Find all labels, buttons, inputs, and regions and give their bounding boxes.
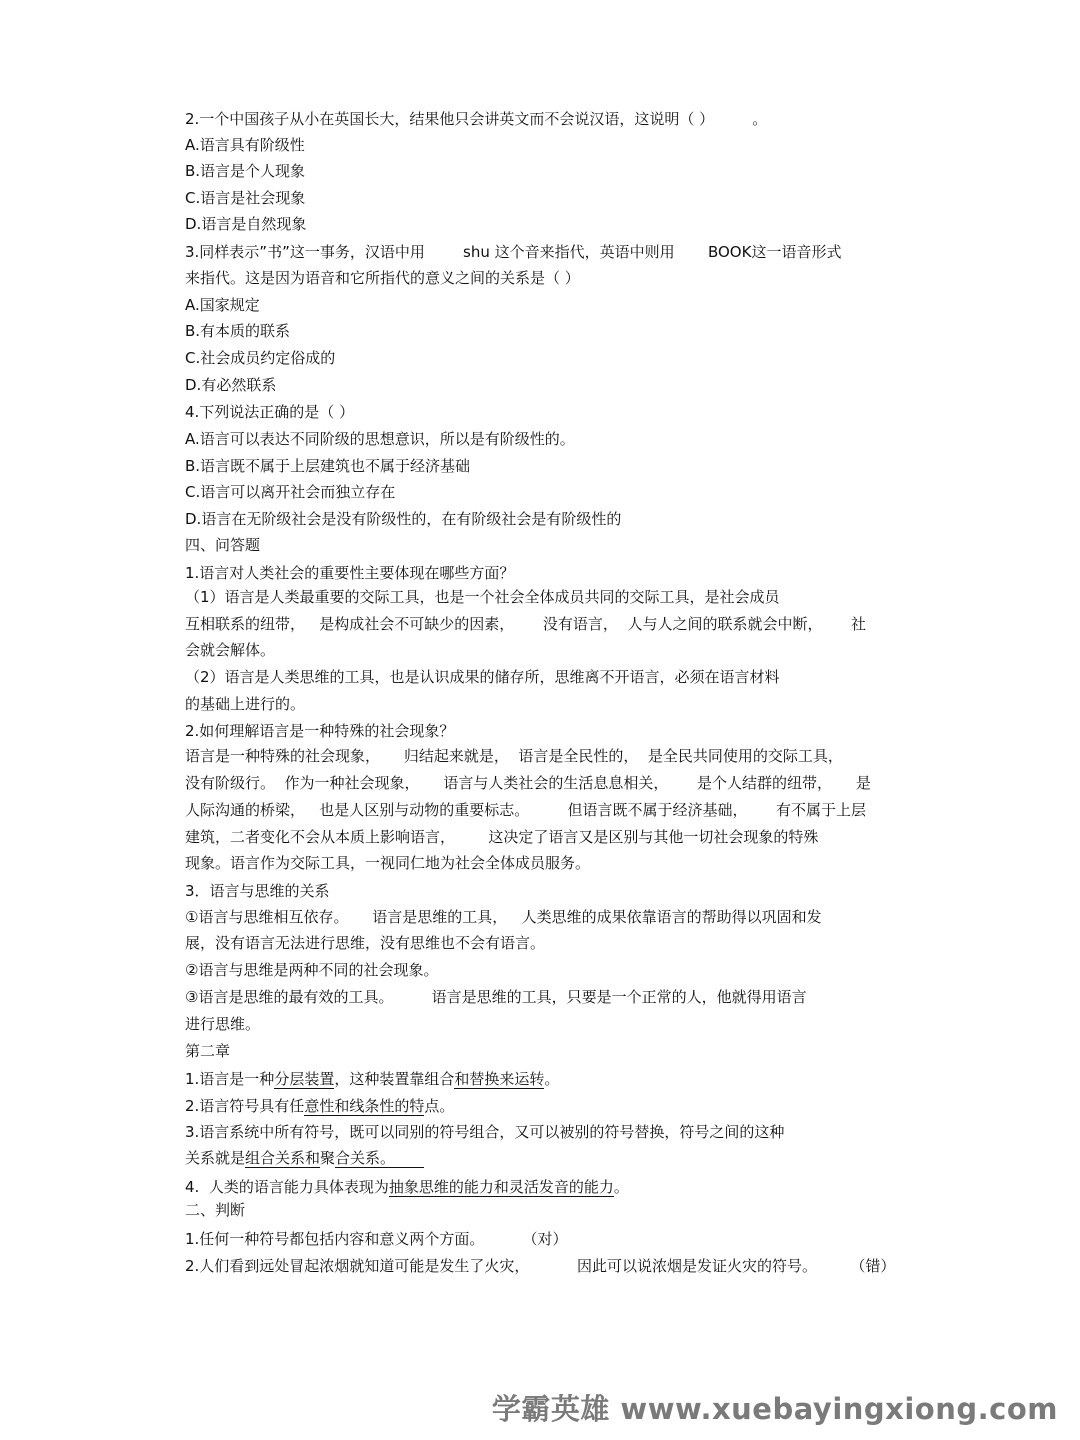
- answer-line: 展，没有语言无法进行思维，没有思维也不会有语言。: [185, 934, 546, 952]
- answer-line: ②语言与思维是两种不同的社会现象。: [185, 961, 439, 979]
- judge-item-2: 2.人们看到远处冒起浓烟就知道可能是发生了火灾， 因此可以说浓烟是发证火灾的符号。 （错）: [185, 1257, 896, 1275]
- answer-line: 现象。语言作为交际工具，一视同仁地为社会全体成员服务。: [185, 854, 591, 872]
- fill-item-2: [185, 1096, 454, 1116]
- question-3-cont: 来指代。这是因为语音和它所指代的意义之间的关系是（ ）: [185, 269, 580, 287]
- answer-line: 语言是一种特殊的社会现象， 归结起来就是， 语言是全民性的， 是全民共同使用的交际工具，: [185, 747, 843, 765]
- fill-answer: 合关系。: [335, 1149, 424, 1167]
- fill-item-3-cont: [185, 1148, 424, 1168]
- answer-line: 没有阶级行。 作为一种社会现象， 语言与人类社会的生活息息相关， 是个人结群的纽带， 是: [185, 774, 871, 792]
- fill-text: 4. 人类的语言能力具体表现为: [185, 1178, 389, 1196]
- essay-question-1: 1.语言对人类社会的重要性主要体现在哪些方面？: [185, 564, 515, 582]
- option-a: A.国家规定: [185, 296, 260, 314]
- answer-line: 人际沟通的桥梁， 也是人区别与动物的重要标志。 但语言既不属于经济基础， 有不属于上层: [185, 801, 867, 819]
- fill-item-4: [185, 1177, 629, 1197]
- answer-line: 进行思维。: [185, 1015, 261, 1033]
- answer-line: （2）语言是人类思维的工具，也是认识成果的储存所，思维离不开语言，必须在语言材料: [185, 668, 780, 686]
- answer-line: ①语言与思维相互依存。 语言是思维的工具， 人类思维的成果依靠语言的帮助得以巩固和发: [185, 908, 822, 926]
- question-3: 3.同样表示”书”这一事务，汉语中用 shu 这个音来指代，英语中则用 BOOK这一语音形式: [185, 243, 842, 261]
- fill-item-3: 3.语言系统中所有符号，既可以同别的符号组合，又可以被别的符号替换，符号之间的这种: [185, 1123, 785, 1141]
- fill-answer: 分层装置: [274, 1070, 335, 1088]
- question-2: 2.一个中国孩子从小在英国长大，结果他只会讲英文而不会说汉语，这说明（ ） 。: [185, 110, 768, 128]
- option-d: D.语言是自然现象: [185, 215, 307, 233]
- answer-line: 互相联系的纽带， 是构成社会不可缺少的因素， 没有语言， 人与人之间的联系就会中断， 社: [185, 615, 867, 633]
- fill-answer: 意性和线条性的特: [304, 1097, 425, 1115]
- option-d: D.语言在无阶级社会是没有阶级性的，在有阶级社会是有阶级性的: [185, 510, 622, 528]
- answer-line: 建筑，二者变化不会从本质上影响语言， 这决定了语言又是区别与其他一切社会现象的特殊: [185, 828, 819, 846]
- judge-heading: 二、判断: [185, 1201, 246, 1219]
- fill-item-1: [185, 1069, 559, 1089]
- fill-text: 1.语言是一种: [185, 1070, 275, 1088]
- essay-question-2: 2.如何理解语言是一种特殊的社会现象？: [185, 722, 455, 740]
- fill-text: 关系就是: [185, 1149, 246, 1167]
- answer-line: 会就会解体。: [185, 641, 276, 659]
- fill-text: 。: [613, 1178, 629, 1196]
- option-c: C.语言是社会现象: [185, 189, 306, 207]
- option-b: B.语言是个人现象: [185, 162, 306, 180]
- fill-answer: 发音的能力: [538, 1178, 614, 1196]
- answer-line: 的基础上进行的。: [185, 695, 306, 713]
- fill-text: 2.语言符号具有任: [185, 1097, 305, 1115]
- fill-answer: 抽象思维的能力和灵活: [388, 1178, 539, 1196]
- judge-item-1: 1.任何一种符号都包括内容和意义两个方面。 （对）: [185, 1230, 568, 1248]
- watermark: 学霸英雄 www.xuebayingxiong.com: [491, 1392, 1058, 1426]
- chapter-heading: 第二章: [185, 1042, 231, 1060]
- fill-text: ，这种装置靠组合: [334, 1070, 455, 1088]
- option-a: A.语言具有阶级性: [185, 136, 305, 154]
- question-4: 4.下列说法正确的是（ ）: [185, 403, 355, 421]
- option-a: A.语言可以表达不同阶级的思想意识，所以是有阶级性的。: [185, 430, 575, 448]
- option-c: C.社会成员约定俗成的: [185, 349, 336, 367]
- option-b: B.有本质的联系: [185, 322, 291, 340]
- fill-answer: 组合关系和: [245, 1149, 321, 1167]
- fill-answer: 和替换来运转: [454, 1070, 545, 1088]
- section-heading: 四、问答题: [185, 536, 261, 554]
- fill-text: 。: [544, 1070, 560, 1088]
- option-b: B.语言既不属于上层建筑也不属于经济基础: [185, 457, 471, 475]
- fill-text: 点。: [424, 1097, 455, 1115]
- option-c: C.语言可以离开社会而独立存在: [185, 483, 396, 501]
- option-d: D.有必然联系: [185, 376, 277, 394]
- fill-text: 聚: [320, 1149, 336, 1167]
- essay-question-3: 3．语言与思维的关系: [185, 882, 330, 900]
- answer-line: （1）语言是人类最重要的交际工具，也是一个社会全体成员共同的交际工具，是社会成员: [185, 588, 780, 606]
- answer-line: ③语言是思维的最有效的工具。 语言是思维的工具，只要是一个正常的人，他就得用语言: [185, 988, 807, 1006]
